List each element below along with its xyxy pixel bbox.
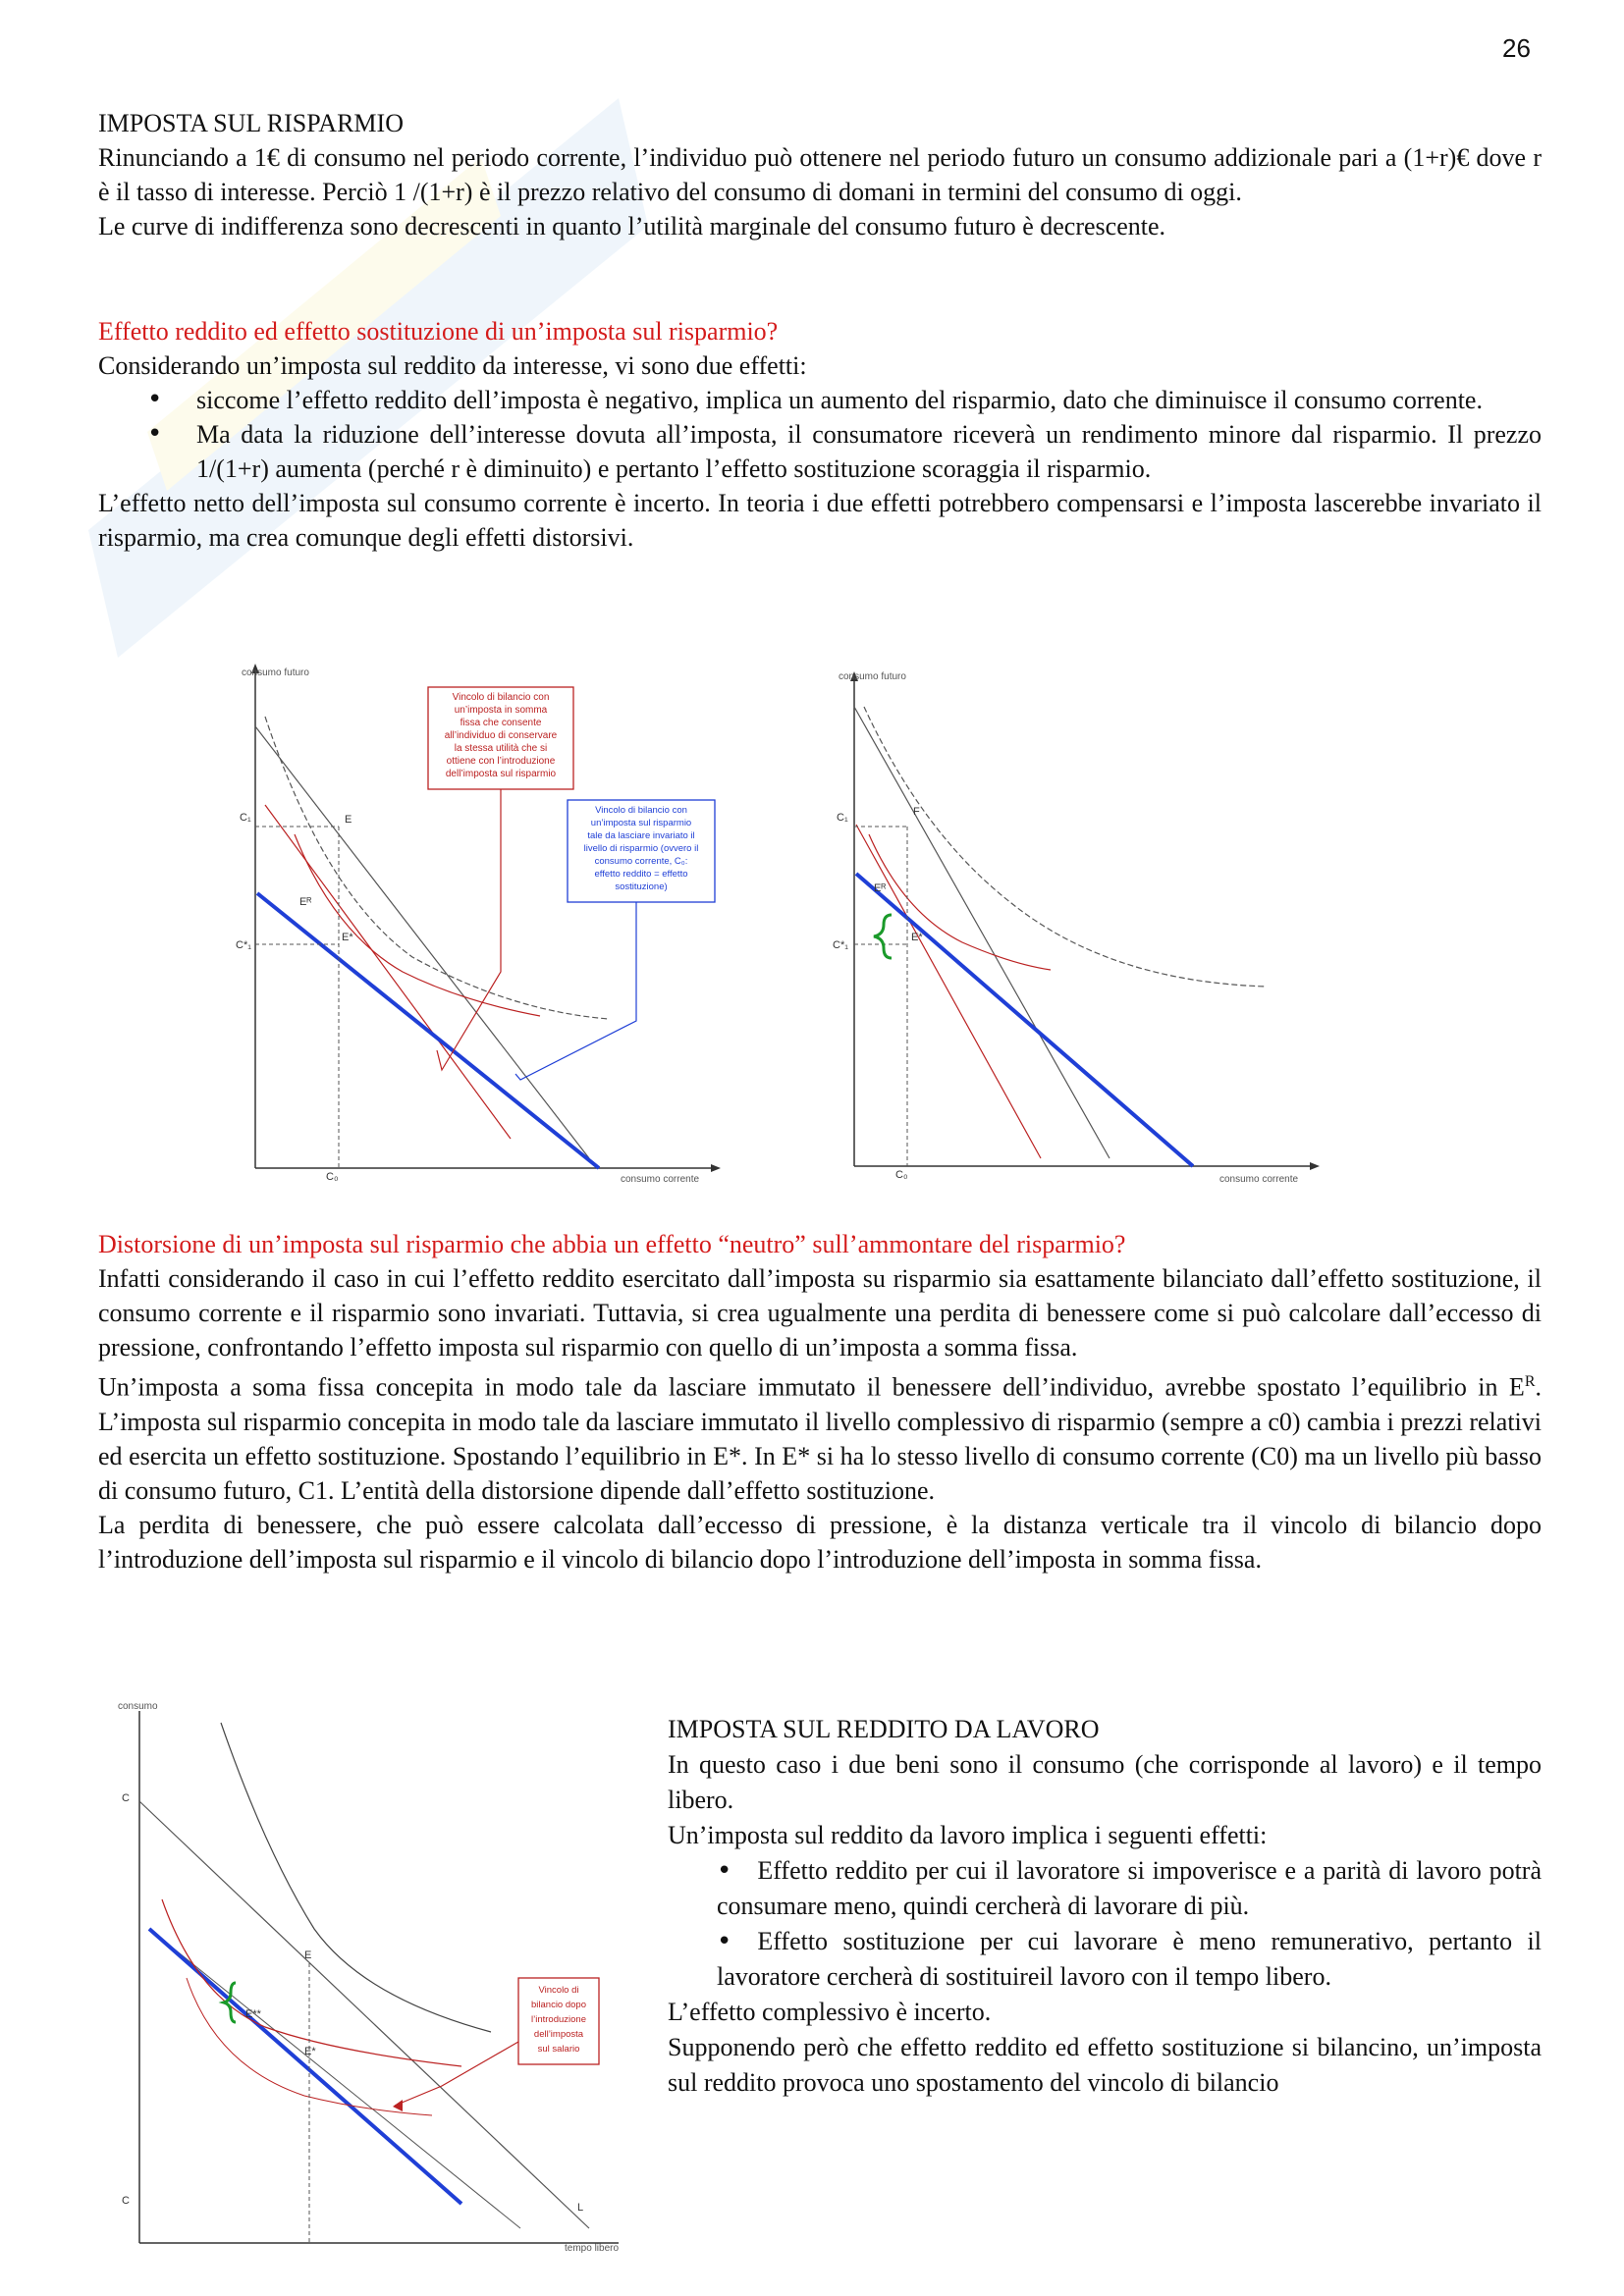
note-saving-tax-text [584,805,699,892]
budget-line-saving-tax [856,874,1193,1166]
note-line: Vincolo di [538,1985,579,1996]
note-line: ottiene con l’introduzione [446,756,556,767]
note-line: l’introduzione [531,2014,586,2025]
list-item-text: Effetto reddito per cui il lavoratore si impoverisce e a parità di lavoro potrà consumare meno, quindi cercherà di lavorare di più. [717,1856,1542,1920]
note-line: fissa che consente [460,718,542,728]
point-e-star: E* [304,2046,316,2057]
label-c0: C₀ [326,1171,339,1183]
point-e: E [304,1949,312,1961]
label-c-top: C [122,1792,130,1804]
paragraph: L’effetto complessivo è incerto. [668,1998,992,2026]
note-line: dell’imposta [533,2029,584,2040]
point-e-star: E* [342,932,353,943]
note-wage-tax-arrow [395,2042,518,2106]
note-line: la stessa utilità che si [454,743,548,754]
paragraph: L’effetto netto dell’imposta sul consumo corrente è incerto. In teoria i due effetti potrebbero compensarsi e l’imposta lascerebbe invariato il risparmio, ma crea comunque degli effetti distorsivi. [98,489,1542,552]
point-e-star: E* [911,932,923,943]
note-wage-tax-text [531,1985,586,2055]
point-e-double-star: E** [245,2008,261,2020]
page-number: 26 [1502,33,1531,63]
label-c1-star: C*₁ [236,939,251,951]
x-axis-label: tempo libero [565,2243,620,2254]
point-f: F [913,806,920,818]
welfare-loss-brace [874,915,892,958]
bullet-icon: • [717,1856,732,1886]
label-c1-star: C*₁ [833,939,848,951]
budget-line-lump-sum [265,805,511,1139]
note-line: livello di risparmio (ovvero il [583,843,699,854]
y-axis-label: consumo futuro [839,671,906,682]
paragraph: Supponendo però che effetto reddito ed effetto sostituzione si bilancino, un’imposta sul reddito provoca uno spostamento del vincolo di bilancio [668,2033,1542,2097]
note-line: sul salario [537,2044,580,2055]
x-axis-arrow-icon [1310,1162,1320,1170]
note-line: Vincolo di bilancio con [452,692,550,703]
note-line: sostituzione) [615,881,668,892]
label-c-bottom: C [122,2195,130,2207]
indifference-curve-high [221,1723,491,2032]
note-line: consumo corrente, C₀: [594,856,688,867]
note-line: effetto reddito = effetto [594,869,688,880]
budget-line-original [255,726,589,1158]
budget-line-compensated [149,1929,520,2228]
list-item: • siccome l’effetto reddito dell’imposta è negativo, implica un aumento del risparmio, dato che diminuisce il consumo corrente. [196,383,1542,417]
label-c1: C₁ [240,812,251,824]
figure-risparmio-right [815,658,1326,1188]
indifference-curve-high [864,707,1267,987]
paragraph: In questo caso i due beni sono il consumo (che corrisponde al lavoro) e il tempo libero. [668,1750,1542,1814]
label-c0: C₀ [895,1169,908,1181]
point-l: L [577,2202,584,2214]
paragraph: Infatti considerando il caso in cui l’effetto reddito esercitato dall’imposta su risparmio sia esattamente bilanciato dall’effetto sostituzione, il consumo corrente e il risparmio sono invariati. Tuttavia, si crea ugualmente una perdita di benessere come si può calcolare dall’eccesso di pressione, confrontando l’effetto imposta sul risparmio con quello di un’imposta a somma fissa. [98,1264,1542,1362]
list-item: • Ma data la riduzione dell’interesse dovuta all’imposta, il consumatore riceverà un rendimento minore dal risparmio. Il prezzo 1/(1+r) aumenta (perché r è diminuito) e pertanto l’effetto sostituzione scoraggia il risparmio. [196,417,1542,486]
superscript: R [1524,1373,1536,1390]
bullet-list [98,383,1542,486]
list-item [668,1853,1542,1924]
text-run: Un’imposta a soma fissa concepita in modo tale da lasciare immutato il benessere dell’individuo, avrebbe spostato l’equilibrio in E [98,1372,1525,1402]
budget-line-wage-tax [149,1929,461,2204]
x-axis-label: consumo corrente [1219,1174,1299,1185]
paragraph: Considerando un’imposta sul reddito da interesse, vi sono due effetti: [98,351,807,380]
point-e: E [345,814,352,826]
note-line: Vincolo di bilancio con [595,805,687,816]
bullet-icon: • [717,1927,732,1956]
list-item-text: Effetto sostituzione per cui lavorare è meno remunerativo, pertanto il lavoratore cercherà di sostituireil lavoro con il tempo libero. [717,1927,1542,1991]
list-item [668,1924,1542,1995]
question-heading: Effetto reddito ed effetto sostituzione di un’imposta sul risparmio? [98,317,779,346]
paragraph: Le curve di indifferenza sono decrescenti in quanto l’utilità marginale del consumo futuro è decrescente. [98,212,1166,240]
note-line: un’imposta in somma [454,705,548,716]
y-axis-label: consumo futuro [242,667,309,678]
point-er: Eᴿ [299,896,312,908]
figure-reddito-lavoro [108,1693,638,2268]
note-line: tale da lasciare invariato il [587,830,695,841]
note-lump-sum-arrow [437,789,501,1070]
paragraph: Un’imposta sul reddito da lavoro implica i seguenti effetti: [668,1821,1268,1849]
note-saving-tax-arrow [515,902,636,1080]
x-axis-label: consumo corrente [621,1174,700,1185]
indifference-curve-low [295,834,540,1016]
x-axis-label-line [565,2243,619,2254]
note-line: bilancio dopo [531,2000,586,2010]
paragraph [98,1364,1542,1508]
y-axis-label: consumo [118,1701,158,1712]
x-axis-arrow-icon [711,1164,721,1172]
text-run: . L’imposta sul risparmio concepita in modo tale da lasciare immutato il livello complessivo di risparmio (sempre a c0) cambia i prezzi relativi ed esercita un effetto sostituzione. Spostando l’equilibrio in E*. In E* si ha lo stesso livello di consumo corrente (C0) ma un livello più basso di consumo futuro, C1. L’entità della distorsione dipende dall’effetto sostituzione. [98,1372,1542,1505]
budget-line-original [854,707,1110,1158]
section-reddito-lavoro [668,1712,1542,2101]
paragraph: La perdita di benessere, che può essere calcolata dall’eccesso di pressione, è la distanza verticale tra il vincolo di bilancio dopo l’introduzione dell’imposta sul risparmio e il vincolo di bilancio dopo l’introduzione dell’imposta in somma fissa. [98,1510,1542,1574]
figure-risparmio-left [216,658,727,1188]
point-er: Eᴿ [874,882,887,894]
note-line: all’individuo di conservare [444,730,558,741]
section-effetto-reddito [98,314,1542,555]
label-c1: C₁ [837,812,848,824]
section-title: IMPOSTA SUL RISPARMIO [98,109,404,137]
arrow-head-icon [393,2100,403,2111]
question-heading: Distorsione di un’imposta sul risparmio che abbia un effetto “neutro” sull’ammontare del risparmio? [98,1230,1126,1258]
note-line: dell’imposta sul risparmio [445,769,557,779]
budget-line-saving-tax [257,893,599,1168]
section-distorsione [98,1227,1542,1576]
section-title: IMPOSTA SUL REDDITO DA LAVORO [668,1715,1100,1743]
note-lump-sum-text [445,692,558,779]
paragraph: Rinunciando a 1€ di consumo nel periodo corrente, l’individuo può ottenere nel periodo futuro un consumo addizionale pari a (1+r)€ dove r è il tasso di interesse. Perciò 1 /(1+r) è il prezzo relativo del consumo di domani in termini del consumo di oggi. [98,143,1542,206]
section-imposta-risparmio [98,106,1542,243]
note-line: un’imposta sul risparmio [590,818,692,828]
